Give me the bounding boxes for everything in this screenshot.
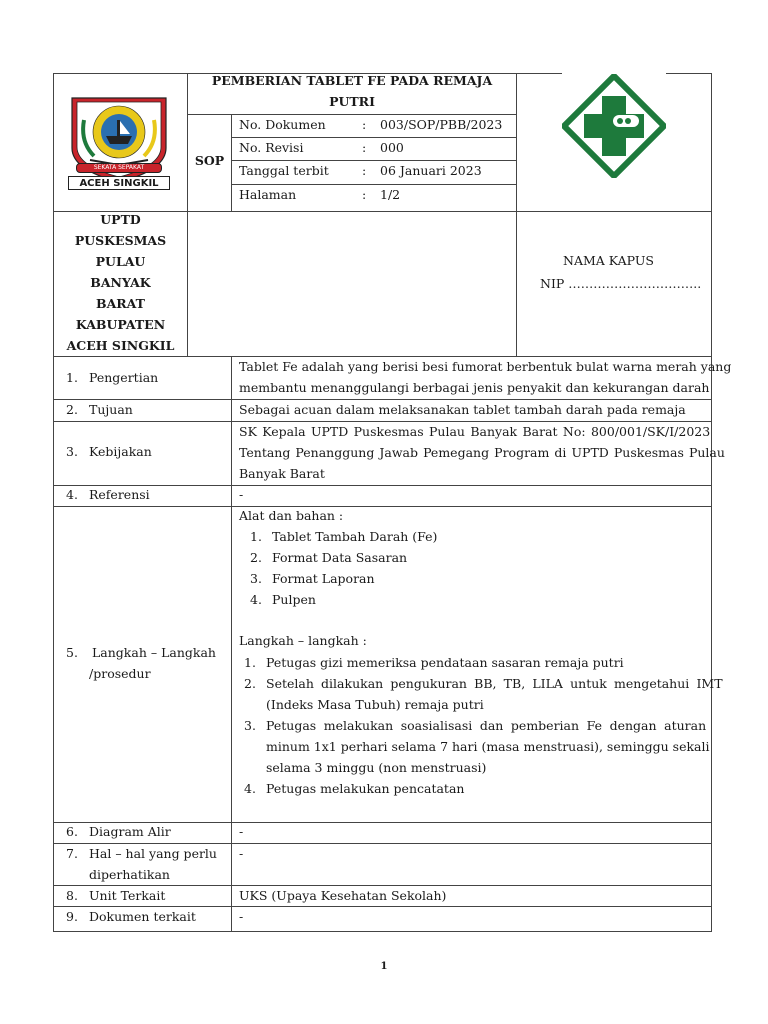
meta-sep: : [362, 187, 367, 202]
row-label-pengertian: Pengertian [89, 370, 159, 385]
tool-item: Format Laporan [272, 571, 375, 586]
frame-right [711, 73, 712, 932]
tool-item: Pulpen [272, 592, 316, 607]
row-number: 2. [66, 402, 78, 417]
meta-value-doc-number: 003/SOP/PBB/2023 [380, 117, 503, 132]
row-number: 8. [66, 888, 78, 903]
logo-motto: SEKATA SEPAKAT [93, 164, 145, 171]
puskesmas-logo [562, 74, 666, 178]
step-line: selama 3 minggu (non menstruasi) [266, 760, 487, 775]
org-line: BANYAK [90, 275, 151, 290]
tool-item: Format Data Sasaran [272, 550, 408, 565]
list-number: 3. [250, 571, 262, 586]
row-content-line: - [239, 846, 244, 861]
meta-label-revision: No. Revisi [239, 140, 304, 155]
meta-label-issue-date: Tanggal terbit [239, 163, 329, 178]
tool-item: Tablet Tambah Darah (Fe) [272, 529, 438, 544]
row-number: 4. [66, 487, 78, 502]
meta-value-issue-date: 06 Januari 2023 [380, 163, 482, 178]
row-content-line: SK Kepala UPTD Puskesmas Pulau Banyak Barat No: 800/001/SK/I/2023 [239, 424, 711, 439]
row-content-line: - [239, 824, 244, 839]
row-content-line: Banyak Barat [239, 466, 325, 481]
meta-label-page: Halaman [239, 187, 297, 202]
page-number: 1 [380, 961, 388, 972]
meta-sep: : [362, 140, 367, 155]
row-label-dokumen: Dokumen terkait [89, 909, 196, 924]
step-number: 1. [244, 655, 256, 670]
row-label-diagram: Diagram Alir [89, 824, 171, 839]
row-number: 5. [66, 645, 78, 660]
kapus-name: NAMA KAPUS [563, 253, 654, 268]
steps-title: Langkah – langkah : [239, 633, 367, 648]
logo-region: ACEH SINGKIL [79, 178, 159, 189]
row-number: 1. [66, 370, 78, 385]
row-label-tujuan: Tujuan [89, 402, 133, 417]
meta-label-doc-number: No. Dokumen [239, 117, 326, 132]
row-number: 9. [66, 909, 78, 924]
document-title-line2: PUTRI [329, 94, 375, 109]
org-line: KABUPATEN [75, 317, 166, 332]
list-number: 2. [250, 550, 262, 565]
step-line: (Indeks Masa Tubuh) remaja putri [266, 697, 484, 712]
meta-sep: : [362, 117, 367, 132]
frame-left [53, 73, 54, 932]
step-line: Petugas gizi memeriksa pendataan sasaran remaja putri [266, 655, 624, 670]
row-content-line: Tablet Fe adalah yang berisi besi fumorat berbentuk bulat warna merah yang [239, 359, 732, 374]
row-number: 7. [66, 846, 78, 861]
row-content-line: Tentang Penanggung Jawab Pemegang Program di UPTD Puskesmas Pulau [239, 445, 725, 460]
list-number: 1. [250, 529, 262, 544]
meta-value-revision: 000 [380, 140, 404, 155]
row-label-langkah-cont: /prosedur [89, 666, 151, 681]
step-number: 2. [244, 676, 256, 691]
row-number: 6. [66, 824, 78, 839]
row-number: 3. [66, 444, 78, 459]
step-line: Setelah dilakukan pengukuran BB, TB, LILA untuk mengetahui IMT [266, 676, 723, 691]
sop-label: SOP [194, 153, 225, 168]
step-number: 4. [244, 781, 256, 796]
row-label-unit: Unit Terkait [89, 888, 166, 903]
row-label-hal: Hal – hal yang perlu [89, 846, 217, 861]
step-line: Petugas melakukan pencatatan [266, 781, 465, 796]
list-number: 4. [250, 592, 262, 607]
step-number: 3. [244, 718, 256, 733]
org-line: PULAU [95, 254, 146, 269]
kapus-nip: NIP ………………………….. [540, 276, 702, 291]
row-label-langkah: Langkah – Langkah [92, 645, 216, 660]
org-line: PUSKESMAS [74, 233, 167, 248]
row-content-line: UKS (Upaya Kesehatan Sekolah) [239, 888, 447, 903]
row-label-hal-cont: diperhatikan [89, 867, 170, 882]
row-content-line: - [239, 487, 244, 502]
document-title-line1: PEMBERIAN TABLET FE PADA REMAJA [211, 73, 493, 88]
row-content-line: - [239, 909, 244, 924]
step-line: minum 1x1 perhari selama 7 hari (masa menstruasi), seminggu sekali [266, 739, 710, 754]
row-content-line: membantu menanggulangi berbagai jenis penyakit dan kekurangan darah [239, 380, 710, 395]
frame-bottom [53, 931, 712, 932]
org-line: BARAT [96, 296, 145, 311]
meta-sep: : [362, 163, 367, 178]
org-line: UPTD [100, 212, 141, 227]
row-label-kebijakan: Kebijakan [89, 444, 152, 459]
meta-value-page: 1/2 [380, 187, 401, 202]
tools-title: Alat dan bahan : [239, 508, 344, 523]
step-line: Petugas melakukan soasialisasi dan pemberian Fe dengan aturan [266, 718, 707, 733]
row-label-referensi: Referensi [89, 487, 150, 502]
row-content-line: Sebagai acuan dalam melaksanakan tablet tambah darah pada remaja [239, 402, 686, 417]
org-line: ACEH SINGKIL [66, 338, 175, 353]
